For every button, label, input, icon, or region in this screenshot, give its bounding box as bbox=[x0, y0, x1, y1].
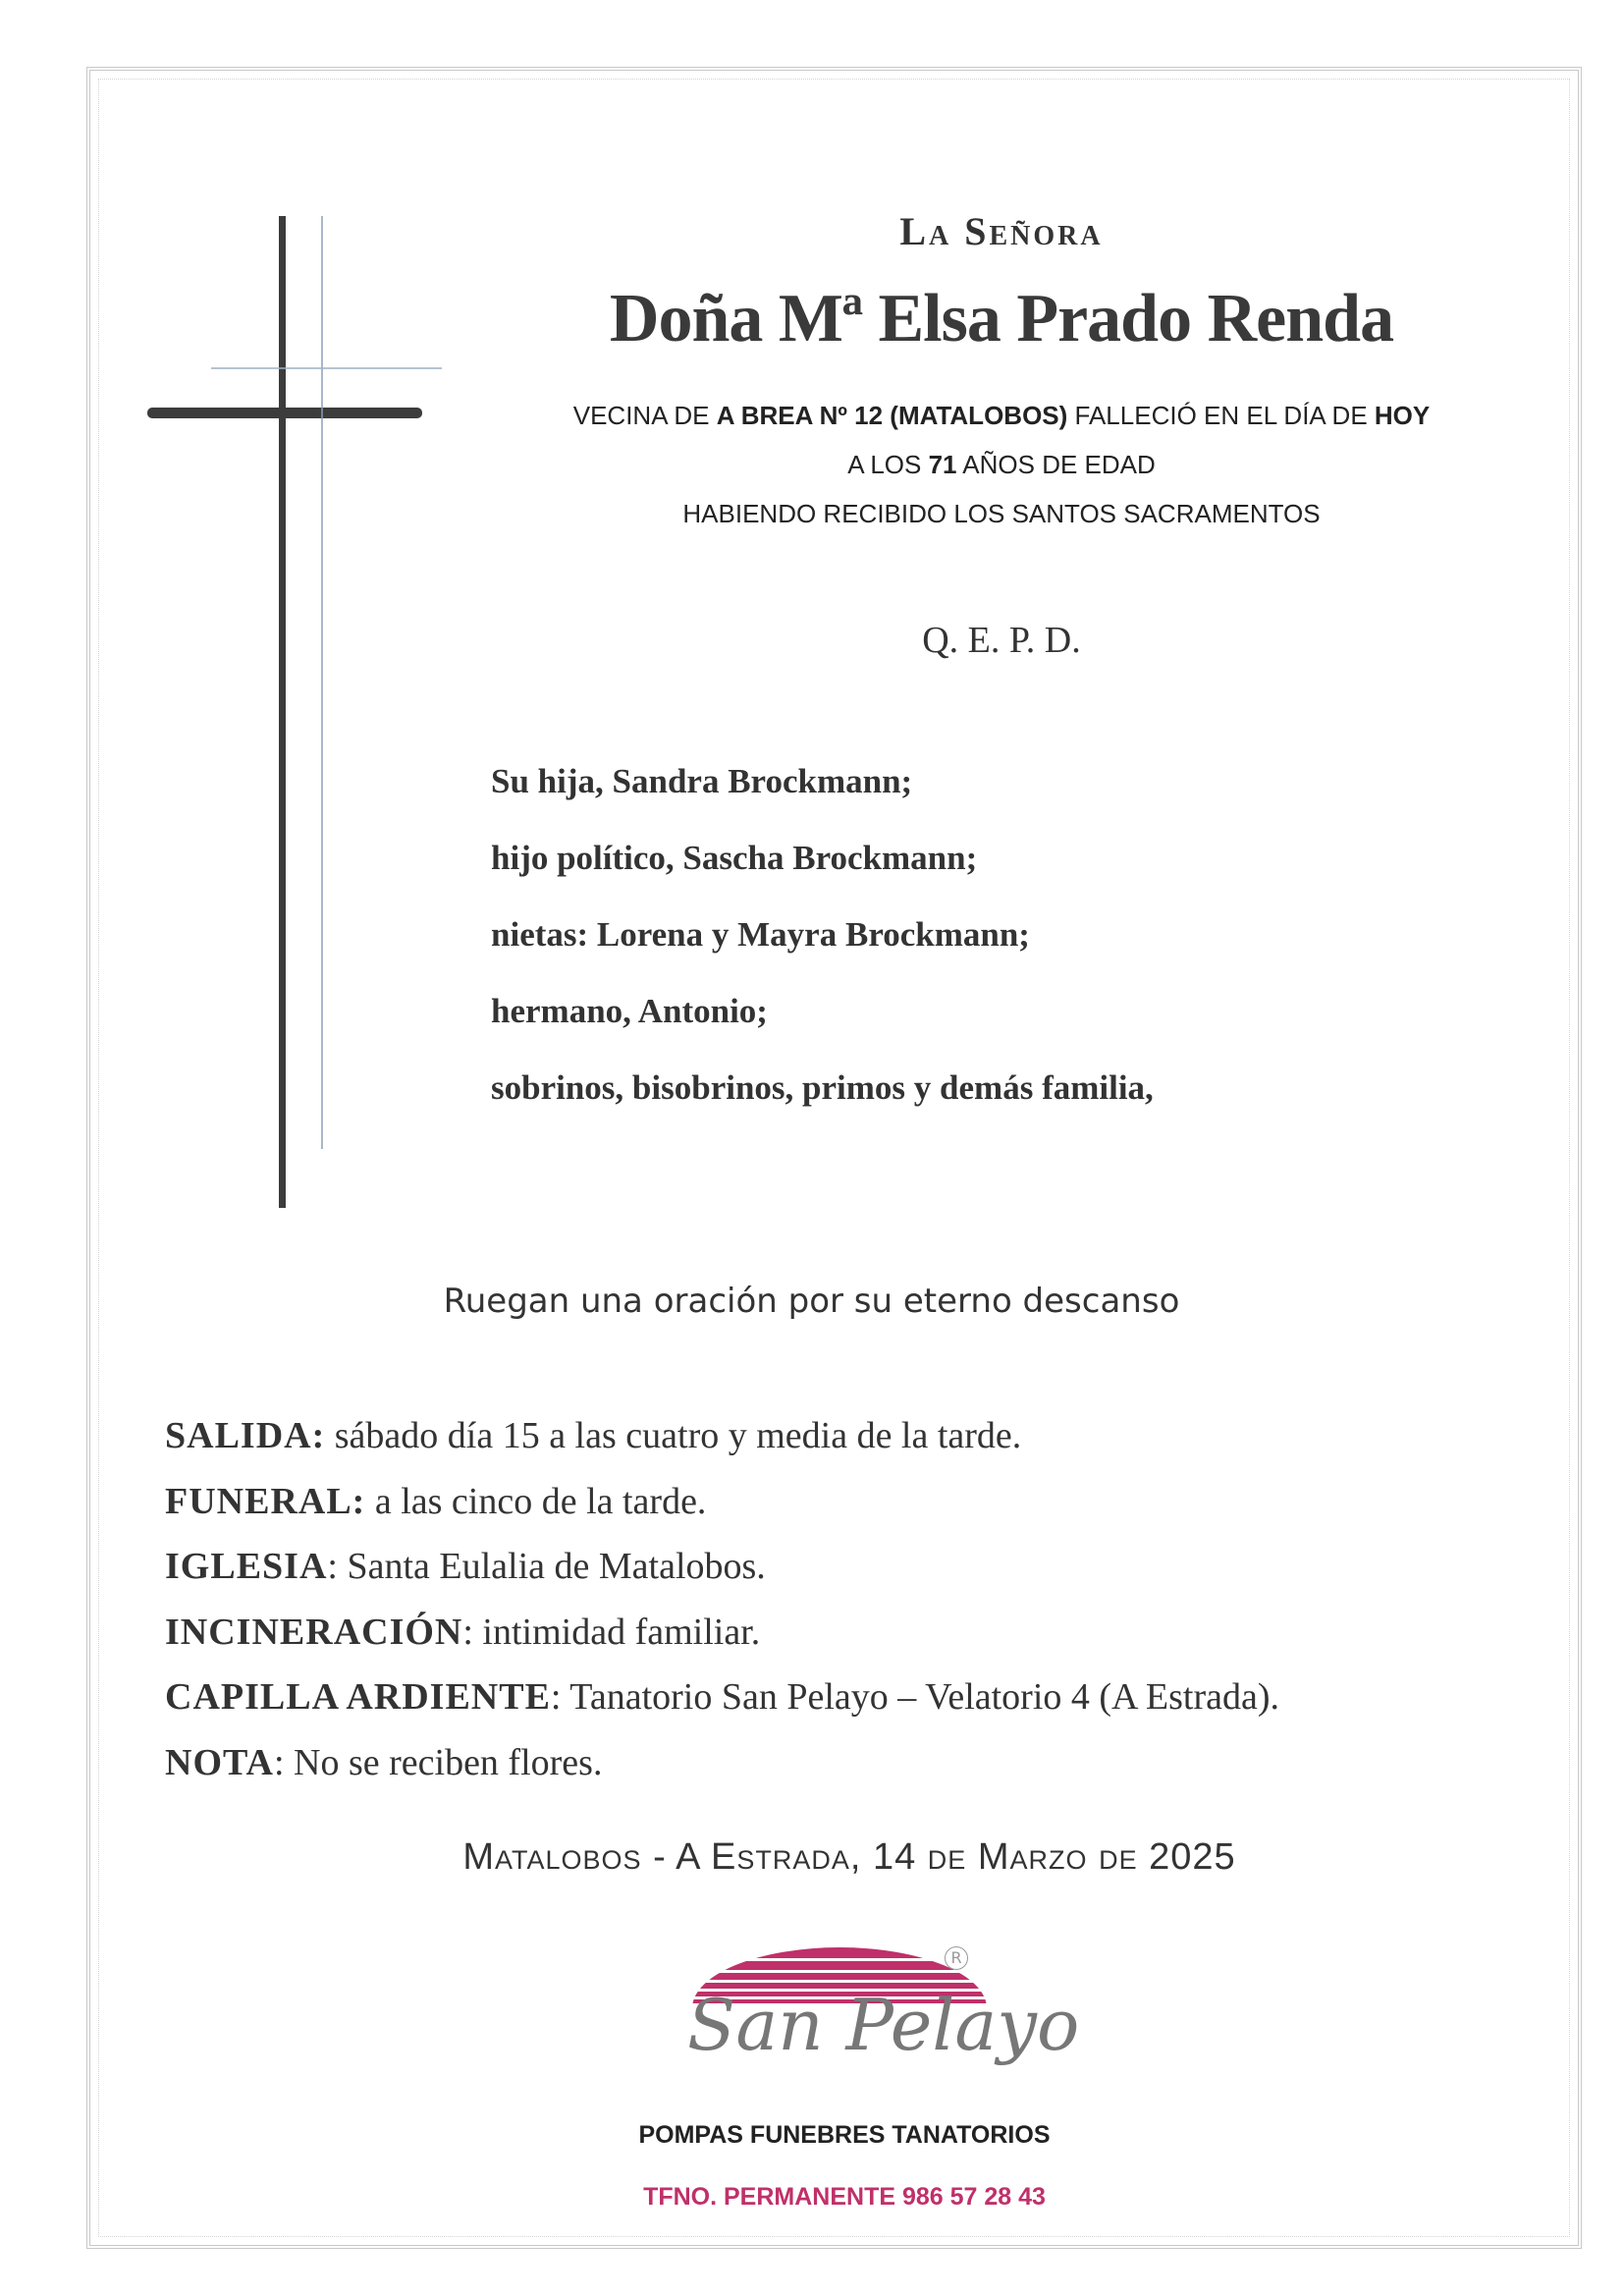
deceased-title: La Señora bbox=[899, 209, 1104, 253]
detail-text: a las cinco de la tarde. bbox=[365, 1480, 707, 1522]
detail-salida bbox=[165, 1414, 1279, 1480]
detail-label: FUNERAL: bbox=[165, 1480, 366, 1522]
death-text: FALLECIÓ EN EL DÍA DE bbox=[1067, 401, 1375, 430]
detail-incineracion bbox=[165, 1611, 1279, 1676]
age-value: 71 bbox=[928, 450, 957, 479]
registered-icon: R bbox=[945, 1946, 968, 1970]
company-tagline: POMPAS FUNEBRES TANATORIOS bbox=[638, 2121, 1051, 2149]
detail-funeral bbox=[165, 1480, 1279, 1546]
place-date: Matalobos - A Estrada, 14 de Marzo de 2025 bbox=[462, 1836, 1236, 1878]
detail-text: sábado día 15 a las cuatro y media de la tarde. bbox=[325, 1415, 1022, 1456]
detail-label: SALIDA: bbox=[165, 1415, 326, 1456]
detail-label: NOTA bbox=[165, 1741, 274, 1783]
death-day: HOY bbox=[1374, 401, 1431, 430]
phone-number: TFNO. PERMANENTE 986 57 28 43 bbox=[643, 2183, 1046, 2211]
family-item: hijo político, Sascha Brockmann; bbox=[491, 839, 978, 877]
age-prefix: A LOS bbox=[847, 450, 929, 479]
sacraments-line: HABIENDO RECIBIDO LOS SANTOS SACRAMENTOS bbox=[682, 499, 1321, 528]
detail-text: : intimidad familiar. bbox=[462, 1611, 761, 1653]
logo-text: San Pelayo bbox=[687, 1984, 1080, 2066]
cross-vertical-bar bbox=[279, 216, 286, 1208]
detail-text: : Tanatorio San Pelayo – Velatorio 4 (A Estrada). bbox=[550, 1676, 1279, 1718]
age-line bbox=[491, 450, 1512, 480]
qepd: Q. E. P. D. bbox=[922, 620, 1081, 661]
detail-label: IGLESIA bbox=[165, 1546, 328, 1587]
detail-label: INCINERACIÓN bbox=[165, 1611, 463, 1653]
family-item: hermano, Antonio; bbox=[491, 992, 768, 1030]
family-item: Su hija, Sandra Brockmann; bbox=[491, 762, 913, 800]
age-suffix: AÑOS DE EDAD bbox=[956, 450, 1156, 479]
family-list bbox=[491, 762, 1154, 1145]
residence-prefix: VECINA DE bbox=[572, 401, 717, 430]
family-item: sobrinos, bisobrinos, primos y demás familia, bbox=[491, 1068, 1154, 1107]
detail-iglesia bbox=[165, 1545, 1279, 1611]
detail-nota bbox=[165, 1741, 1279, 1807]
cross-icon bbox=[147, 216, 461, 1237]
detail-label: CAPILLA ARDIENTE bbox=[165, 1676, 551, 1718]
cross-horizontal-bar bbox=[147, 408, 422, 418]
residence-address: A BREA Nº 12 (MATALOBOS) bbox=[716, 401, 1068, 430]
detail-text: : No se reciben flores. bbox=[273, 1741, 603, 1783]
prayer-request: Ruegan una oración por su eterno descanso bbox=[443, 1282, 1180, 1321]
deceased-name: Doña Mª Elsa Prado Renda bbox=[609, 281, 1394, 356]
ceremony-details bbox=[165, 1414, 1279, 1806]
family-item: nietas: Lorena y Mayra Brockmann; bbox=[491, 915, 1030, 954]
detail-capilla bbox=[165, 1675, 1279, 1741]
residence-line bbox=[491, 401, 1512, 431]
detail-text: : Santa Eulalia de Matalobos. bbox=[327, 1546, 766, 1587]
